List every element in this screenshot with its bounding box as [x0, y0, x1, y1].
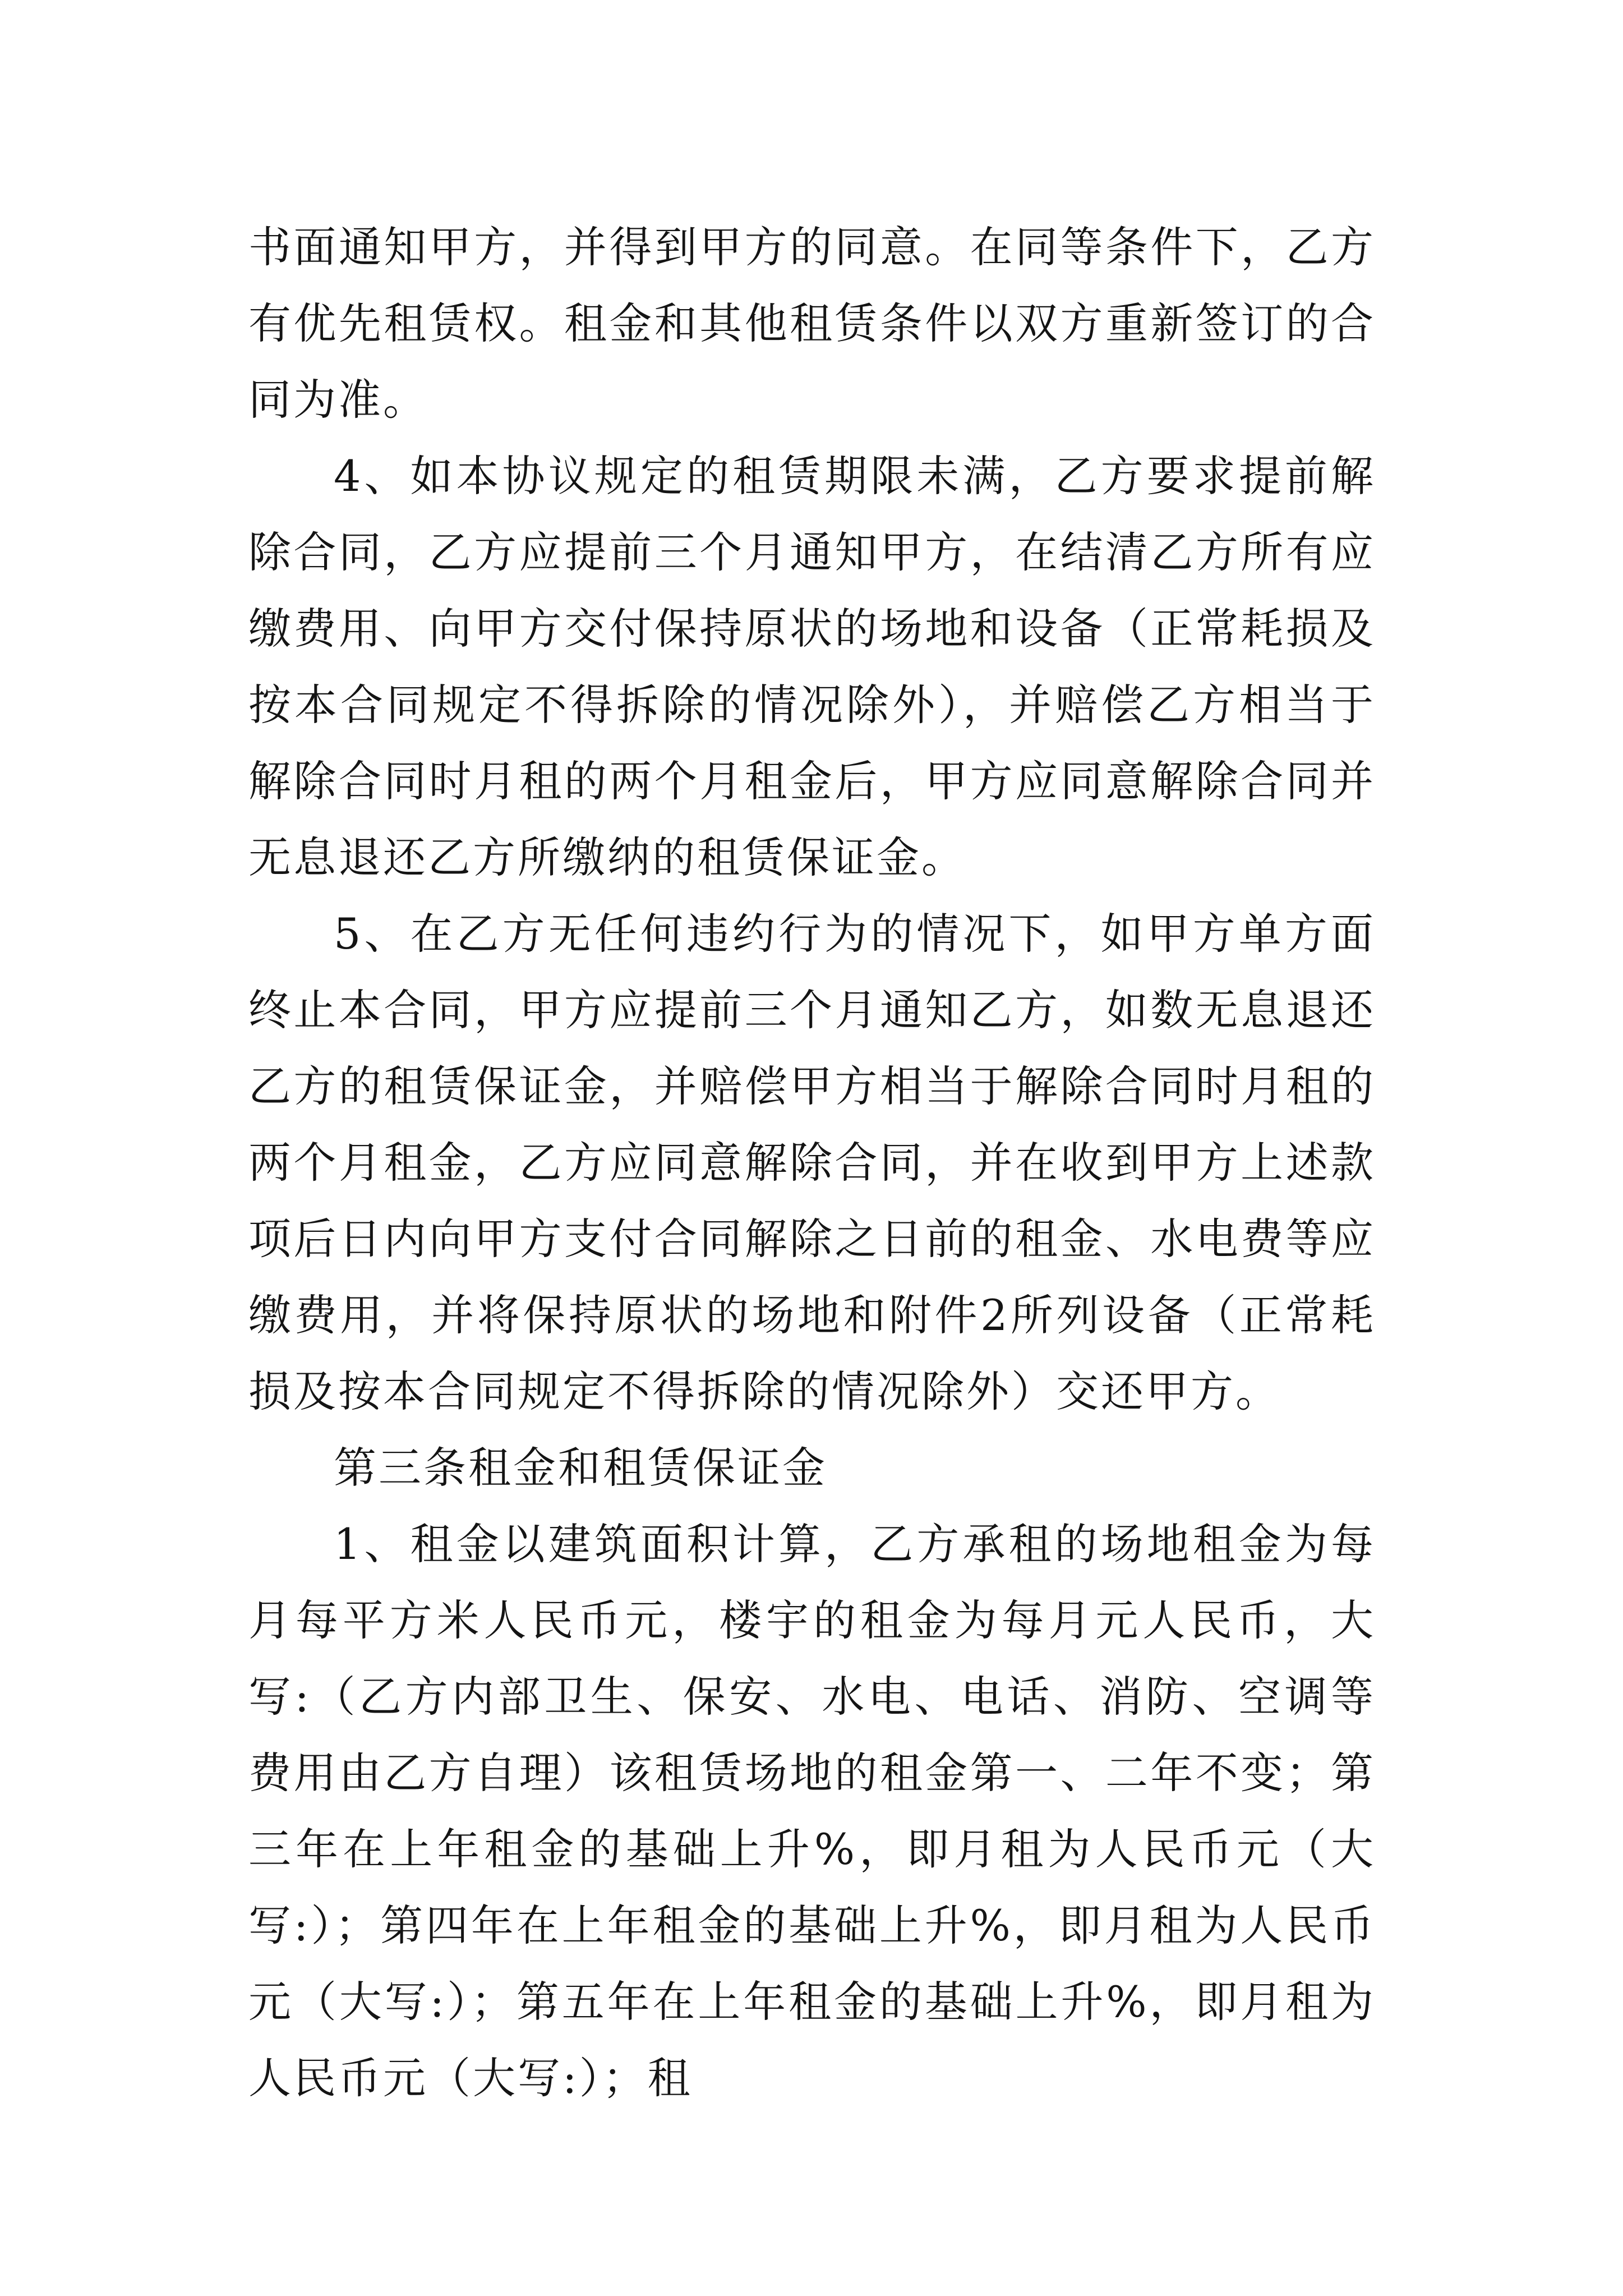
paragraph-clause-4: 4、如本协议规定的租赁期限未满，乙方要求提前解除合同，乙方应提前三个月通知甲方，在结清乙方所有应缴费用、向甲方交付保持原状的场地和设备（正常耗损及按本合同规定不得拆除的情况除外），并赔偿乙方相当于解除合同时月租的两个月租金后，甲方应同意解除合同并无息退还乙方所缴纳的租赁保证金。: [248, 451, 1376, 882]
section-heading-article-3: 第三条租金和租赁保证金: [334, 1443, 827, 1493]
contract-body: [248, 209, 1376, 2116]
paragraph-clause-5: 5、在乙方无任何违约行为的情况下，如甲方单方面终止本合同，甲方应提前三个月通知乙方，如数无息退还乙方的租赁保证金，并赔偿甲方相当于解除合同时月租的两个月租金，乙方应同意解除合同，并在收到甲方上述款项后日内向甲方支付合同解除之日前的租金、水电费等应缴费用，并将保持原状的场地和附件2所列设备（正常耗损及按本合同规定不得拆除的情况除外）交还甲方。: [248, 909, 1376, 1416]
paragraph-continuation: 书面通知甲方，并得到甲方的同意。在同等条件下，乙方有优先租赁权。租金和其他租赁条件以双方重新签订的合同为准。: [248, 222, 1376, 425]
paragraph-rent-clause-1: 1、租金以建筑面积计算，乙方承租的场地租金为每月每平方米人民币元，楼宇的租金为每月元人民币，大写:（乙方内部卫生、保安、水电、电话、消防、空调等费用由乙方自理）该租赁场地的租金第一、二年不变；第三年在上年租金的基础上升%，即月租为人民币元（大写:）；第四年在上年租金的基础上升%，即月租为人民币元（大写:）；第五年在上年租金的基础上升%，即月租为人民币元（大写:）；租: [248, 1519, 1376, 2103]
